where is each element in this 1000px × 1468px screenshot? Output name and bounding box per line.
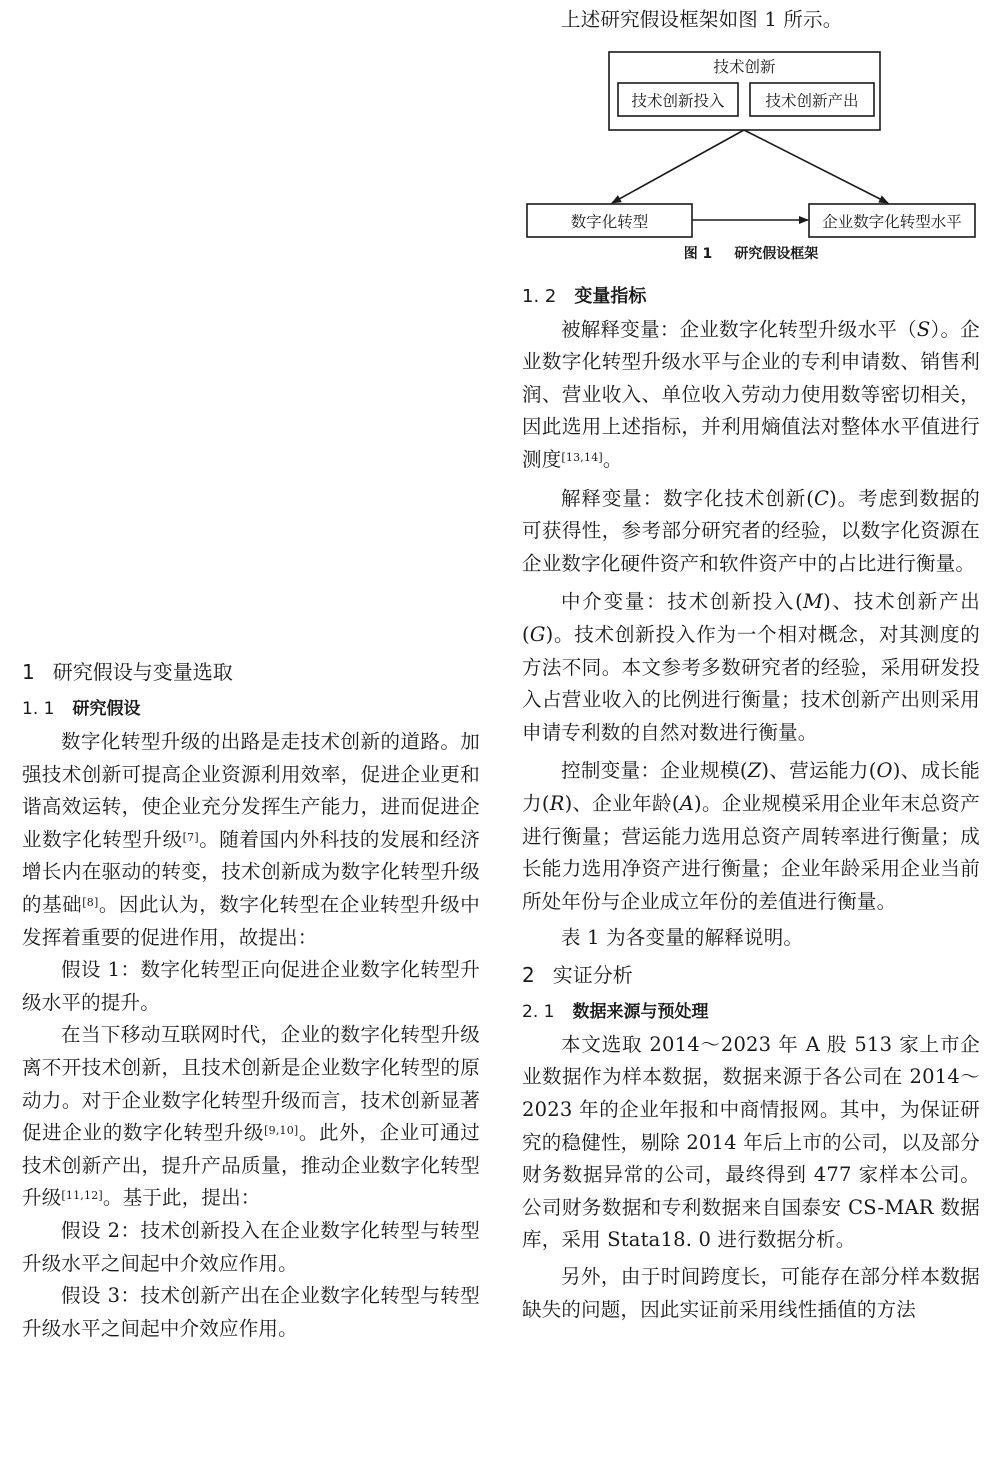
subsection-1-1-heading <box>22 692 480 726</box>
figure-intro-text: 上述研究假设框架如图 1 所示。 <box>561 8 843 31</box>
control-variable-paragraph: 控制变量：企业规模(Z)、营运能力(O)、成长能力(R)、企业年龄(A)。企业规模采用企业年末总资产进行衡量；营运能力选用总资产周转率进行衡量；成长能力选用净资产进行衡量；企业年龄采用企业当前所处年份与企业成立年份的差值进行衡量。 <box>522 759 981 913</box>
tech-output-label: 技术创新产出 <box>765 91 859 110</box>
hypothesis-3: 假设 3：技术创新产出在企业数字化转型与转型升级水平之间起中介效应作用。 <box>22 1284 480 1340</box>
paragraph-hypothesis-intro: 数字化转型升级的出路是走技术创新的道路。加强技术创新可提高企业资源利用效率，促进企业更和谐高效运转，使企业充分发挥生产能力，进而促进企业数字化转型升级[7]。随着国内外科技的发展和经济增长内在驱动的转变，技术创新成为数字化转型升级的基础[8]。因此认为，数字化转型在企业转型升级中发挥着重要的促进作用，故提出： <box>22 730 480 949</box>
independent-variable-paragraph: 解释变量：数字化技术创新(C)。考虑到数据的可获得性，参考部分研究者的经验，以数字化资源在企业数字化硬件资产和软件资产中的占比进行衡量。 <box>522 486 980 575</box>
citation[interactable]: [13,14] <box>561 450 603 464</box>
subsection-2-1-heading: 2. 1 数据来源与预处理 <box>522 1001 709 1022</box>
left-column <box>22 652 480 1345</box>
tech-innovation-label: 技术创新 <box>713 57 776 76</box>
right-column <box>522 0 980 1326</box>
data-missing-paragraph: 另外，由于时间跨度长，可能存在部分样本数据缺失的问题，因此实证前采用线性插值的方法 <box>522 1265 980 1321</box>
citation[interactable]: [11,12] <box>61 1189 103 1203</box>
data-source-paragraph: 本文选取 2014～2023 年 A 股 513 家上市企业数据作为样本数据，数据来源于各公司在 2014～2023 年的企业年报和中商情报网。其中，为保证研究的稳健性，剔除 2014 年后上市的公司，以及部分财务数据异常的公司，最终得到 477 家样本公司。公司财务数据和专利数据来自国泰安 CS-MAR 数据库，采用 Stata18. 0 进行数据分析。 <box>522 1032 980 1252</box>
section-number: 1 <box>22 660 35 684</box>
figure-number: 图 1 <box>683 245 713 262</box>
figure-caption <box>522 243 980 263</box>
dependent-variable-paragraph: 被解释变量：企业数字化转型升级水平（S）。企业数字化转型升级水平与企业的专利申请数、销售利润、营业收入、单位收入劳动力使用数等密切相关，因此选用上述指标，并利用熵值法对整体水平值进行测度[13,14]。 <box>522 317 980 471</box>
digital-transform-label: 数字化转型 <box>570 212 649 231</box>
figure-1 <box>522 46 980 278</box>
figure-title: 研究假设框架 <box>734 245 819 262</box>
citation[interactable]: [8] <box>82 895 99 909</box>
section-2-heading: 2 实证分析 <box>522 962 633 987</box>
subsection-1-2-heading: 1. 2 变量指标 <box>522 285 647 307</box>
arrow-to-left <box>612 130 744 203</box>
section-1-heading <box>22 652 480 692</box>
citation[interactable]: [9,10] <box>264 1124 299 1138</box>
arrow-to-right <box>744 130 888 203</box>
mediator-variable-paragraph: 中介变量：技术创新投入(M)、技术创新产出(G)。技术创新投入作为一个相对概念，对其测度的方法不同。本文参考多数研究者的经验，采用研发投入占营业收入的比例进行衡量；技术创新产出则采用申请专利数的自然对数进行衡量。 <box>522 590 980 744</box>
table-reference-text: 表 1 为各变量的解释说明。 <box>561 926 804 950</box>
tech-input-label: 技术创新投入 <box>631 91 725 110</box>
section-title: 研究假设与变量选取 <box>52 660 233 684</box>
subsection-title: 研究假设 <box>72 699 141 719</box>
hypothesis-1: 假设 1：数字化转型正向促进企业数字化转型升级水平的提升。 <box>22 958 480 1014</box>
digital-level-label: 企业数字化转型水平 <box>822 212 962 231</box>
hypothesis-2: 假设 2：技术创新投入在企业数字化转型与转型升级水平之间起中介效应作用。 <box>22 1218 480 1275</box>
subsection-number: 1. 1 <box>22 699 55 719</box>
paragraph-tech-innovation: 在当下移动互联网时代，企业的数字化转型升级离不开技术创新，且技术创新是企业数字化转型的原动力。对于企业数字化转型升级而言，技术创新显著促进企业的数字化转型升级[9,10]。此外，企业可通过技术创新产出，提升产品质量，推动企业数字化转型升级[11,12]。基于此，提出： <box>22 1023 480 1210</box>
citation[interactable]: [7] <box>182 830 199 844</box>
